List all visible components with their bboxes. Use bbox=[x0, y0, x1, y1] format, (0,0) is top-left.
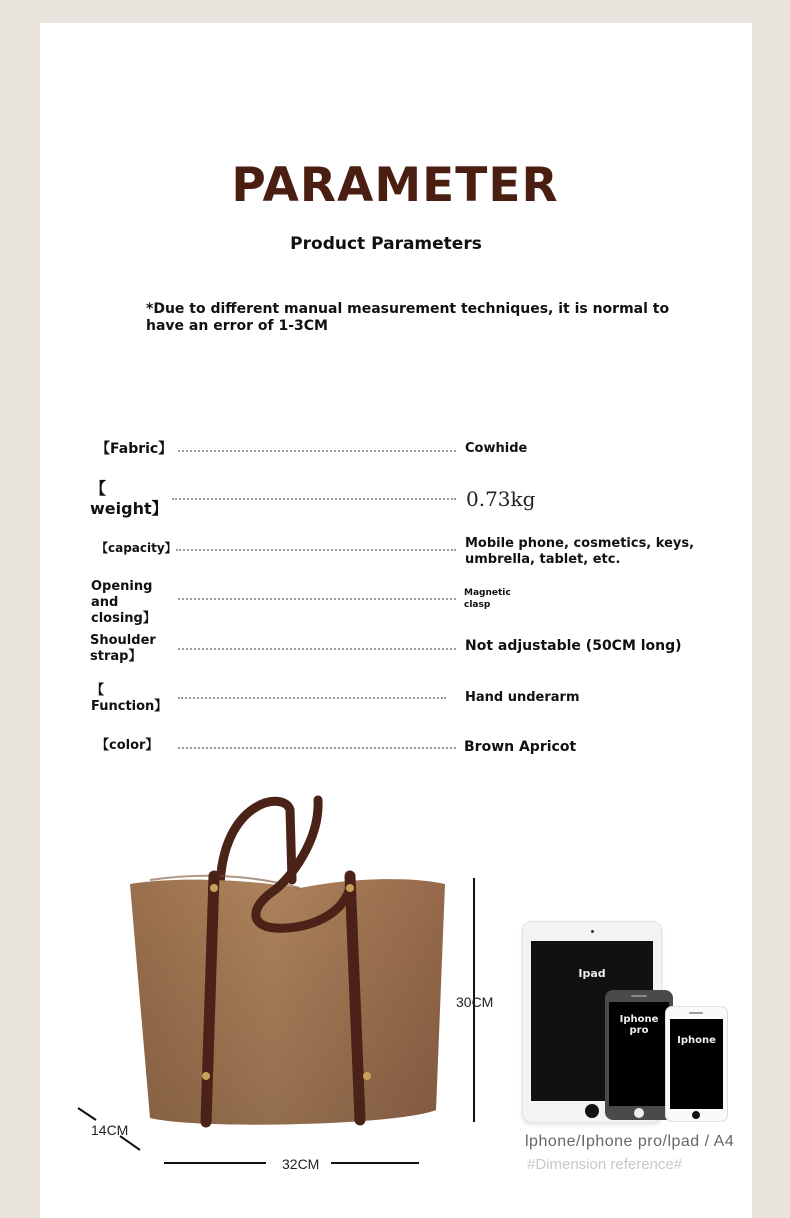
depth-dimension-line bbox=[120, 1136, 140, 1150]
rivet bbox=[346, 884, 354, 892]
device-caption: lphone/Iphone pro/lpad / A4 bbox=[525, 1133, 735, 1150]
page-subtitle: Product Parameters bbox=[290, 234, 482, 254]
param-value-function: Hand underarm bbox=[465, 690, 580, 705]
ipad-label: Ipad bbox=[578, 967, 606, 980]
dimension-width-label: 32CM bbox=[282, 1156, 320, 1172]
param-dots bbox=[178, 648, 456, 650]
iphone-pro-label: Iphone pro bbox=[619, 1014, 659, 1036]
param-label-color: 【color】 bbox=[96, 738, 159, 753]
bag-handle-back bbox=[220, 801, 292, 888]
iphone-screen bbox=[670, 1019, 723, 1109]
home-button-icon bbox=[634, 1108, 644, 1118]
param-dots bbox=[178, 598, 456, 600]
measurement-note: *Due to different manual measurement techniques, it is normal to have an error of 1-3CM bbox=[146, 301, 670, 334]
home-button-icon bbox=[692, 1111, 700, 1119]
iphone-pro-screen bbox=[609, 1002, 669, 1106]
iphone-pro-device bbox=[605, 990, 673, 1120]
param-dots bbox=[178, 697, 446, 699]
rivet bbox=[210, 884, 218, 892]
rivet bbox=[363, 1072, 371, 1080]
dimension-height-label: 30CM bbox=[456, 994, 494, 1010]
bag-illustration bbox=[0, 780, 520, 1200]
home-button-icon bbox=[585, 1104, 599, 1118]
param-value-capacity: Mobile phone, cosmetics, keys, umbrella, tablet, etc. bbox=[465, 536, 695, 567]
dimension-depth-label: 14CM bbox=[91, 1122, 129, 1138]
iphone-device bbox=[665, 1006, 728, 1122]
page-title: PARAMETER bbox=[231, 158, 559, 213]
param-label-function: 【 Function】 bbox=[91, 683, 168, 714]
param-dots bbox=[178, 450, 456, 452]
param-value-color: Brown Apricot bbox=[464, 739, 577, 755]
param-value-shoulder-strap: Not adjustable (50CM long) bbox=[465, 638, 682, 654]
param-dots bbox=[172, 498, 456, 500]
param-dots bbox=[178, 747, 456, 749]
param-label-opening: Opening and closing】 bbox=[91, 579, 156, 626]
param-label-shoulder-strap: Shoulder strap】 bbox=[90, 633, 156, 664]
param-value-opening: Magnetic clasp bbox=[464, 588, 511, 610]
param-value-weight: 0.73kg bbox=[466, 487, 536, 511]
param-value-fabric: Cowhide bbox=[465, 441, 528, 456]
dimension-reference-note: #Dimension reference# bbox=[527, 1156, 683, 1173]
rivet bbox=[202, 1072, 210, 1080]
param-label-weight: 【 weight】 bbox=[90, 479, 168, 518]
param-dots bbox=[176, 549, 456, 551]
param-label-capacity: 【capacity】 bbox=[96, 541, 177, 555]
param-label-fabric: 【Fabric】 bbox=[96, 441, 173, 457]
iphone-label: Iphone bbox=[677, 1035, 716, 1046]
